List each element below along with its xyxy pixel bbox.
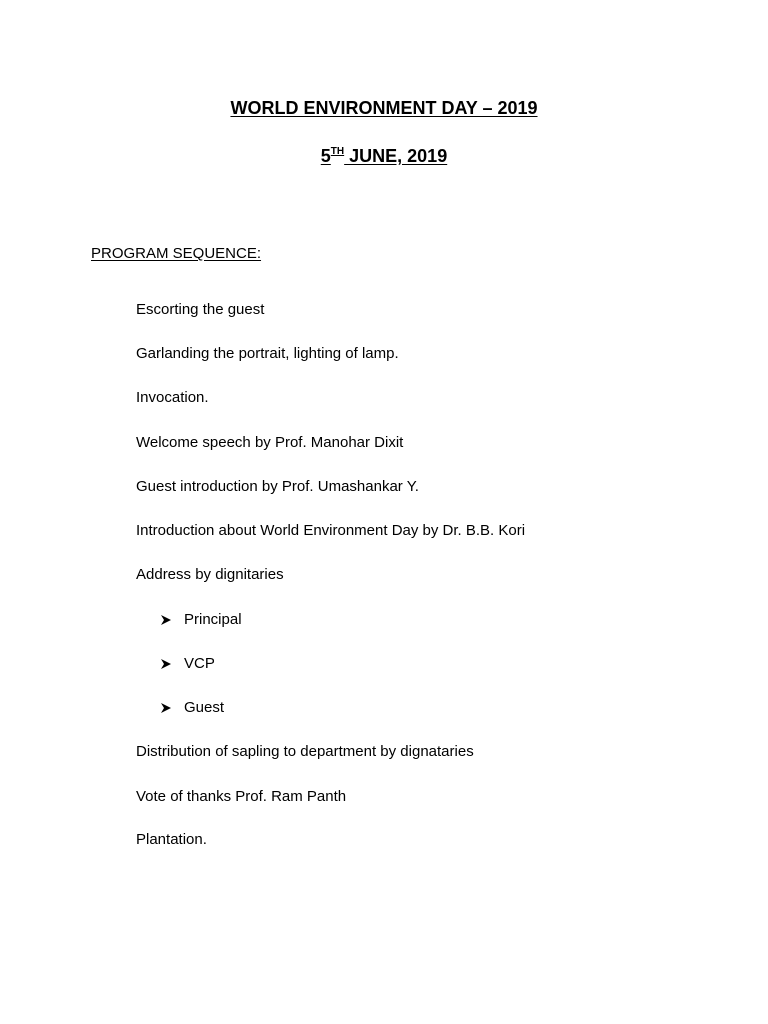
- list-item-text: Welcome speech by Prof. Manohar Dixit: [136, 434, 404, 451]
- sub-list-item-text: VCP: [184, 655, 215, 672]
- list-item-text: Distribution of sapling to department by dignataries: [136, 743, 474, 760]
- event-date: [0, 146, 768, 166]
- list-item-text: Escorting the guest: [136, 301, 265, 318]
- sub-list-item-text: Principal: [184, 611, 242, 628]
- list-item-text: Introduction about World Environment Day by Dr. B.B. Kori: [136, 522, 526, 539]
- arrowhead-bullet-icon: [160, 614, 172, 626]
- list-item-text: Garlanding the portrait, lighting of lamp.: [136, 345, 399, 362]
- arrowhead-bullet-icon: [160, 658, 172, 670]
- list-item-text: Guest introduction by Prof. Umashankar Y.: [136, 478, 419, 495]
- arrowhead-bullet-icon: [160, 702, 172, 714]
- sub-list-item-text: Guest: [184, 699, 225, 716]
- document-title-text: WORLD ENVIRONMENT DAY – 2019: [230, 98, 538, 118]
- document-title: [0, 98, 768, 118]
- list-item-text: Address by dignitaries: [136, 566, 284, 583]
- event-date-rest: JUNE, 2019: [344, 146, 448, 166]
- event-date-suffix: TH: [330, 146, 345, 157]
- list-item-text: Plantation.: [136, 831, 207, 848]
- list-item-text: Invocation.: [136, 389, 209, 406]
- section-heading: PROGRAM SEQUENCE:: [91, 245, 262, 262]
- list-item-text: Vote of thanks Prof. Ram Panth: [136, 788, 347, 805]
- event-date-day: 5: [320, 146, 331, 166]
